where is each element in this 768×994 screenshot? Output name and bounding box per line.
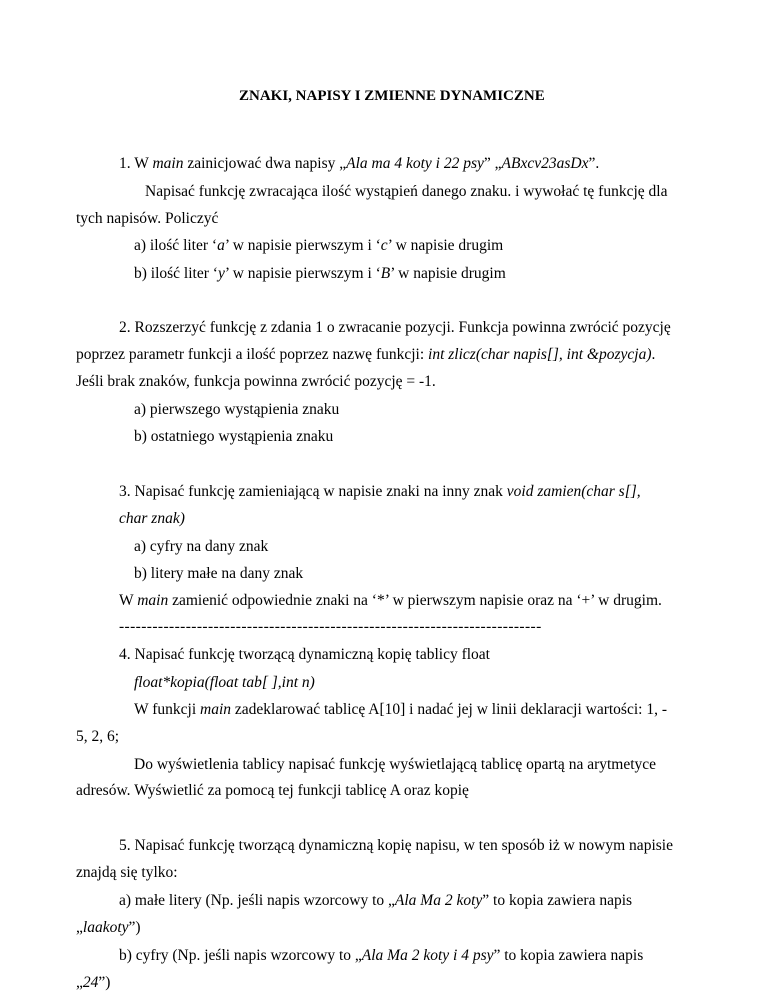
task4-line4: 5, 2, 6; <box>76 728 120 746</box>
task2-line1: 2. Rozszerzyć funkcję z zdania 1 o zwracanie pozycji. Funkcja powinna zwrócić pozycję <box>119 319 671 337</box>
task4-line5: Do wyświetlenia tablicy napisać funkcję wyświetlającą tablicę opartą na arytmetyce <box>134 755 657 773</box>
task3-line5: W main zamienić odpowiednie znaki na ‘*’ w pierwszym napisie oraz na ‘+’ w drugim. <box>119 591 662 609</box>
task5-line1: 5. Napisać funkcję tworzącą dynamiczną kopię napisu, w ten sposób iż w nowym napisie <box>119 837 673 854</box>
task2-item-b: b) ostatniego wystąpienia znaku <box>134 428 334 445</box>
task5-item-a: a) małe litery (Np. jeśli napis wzorcowy to „Ala Ma 2 koty” to kopia zawiera napis <box>119 891 633 909</box>
task5-item-a-cont: „laakoty”) <box>76 919 141 937</box>
task3-line2: char znak) <box>119 510 185 528</box>
task1-line1: 1. W main zainicjować dwa napisy „Ala ma 4 koty i 22 psy” „ABxcv23asDx”. <box>119 155 600 173</box>
task5-item-b-cont: „24”) <box>76 974 111 991</box>
task1-line2: Napisać funkcję zwracająca ilość wystąpień danego znaku. i wywołać tę funkcję dla <box>145 183 668 201</box>
task3-item-a: a) cyfry na dany znak <box>134 537 269 555</box>
page-title: ZNAKI, NAPISY I ZMIENNE DYNAMICZNE <box>239 88 545 104</box>
task4-line2: float*kopia(float tab[ ],int n) <box>134 673 315 691</box>
task4-line6: adresów. Wyświetlić za pomocą tej funkcji tablicę A oraz kopię <box>76 782 469 800</box>
separator-line: ---------------------------------------------------------------------------- <box>119 617 542 635</box>
task1-line3: tych napisów. Policzyć <box>76 209 219 227</box>
task2-item-a: a) pierwszego wystąpienia znaku <box>134 400 340 418</box>
task5-item-b: b) cyfry (Np. jeśli napis wzorcowy to „Ala Ma 2 koty i 4 psy” to kopia zawiera napis <box>119 946 644 964</box>
task3-item-b: b) litery małe na dany znak <box>134 565 304 582</box>
task2-line3: Jeśli brak znaków, funkcja powinna zwrócić pozycję = -1. <box>76 373 436 391</box>
task3-line1: 3. Napisać funkcję zamieniającą w napisie znaki na inny znak void zamien(char s[], <box>119 482 641 500</box>
task1-item-b: b) ilość liter ‘y’ w napisie pierwszym i ‘B’ w napisie drugim <box>134 264 506 282</box>
task4-line1: 4. Napisać funkcję tworzącą dynamiczną kopię tablicy float <box>119 646 490 664</box>
task4-line3: W funkcji main zadeklarować tablicę A[10] i nadać jej w linii deklaracji wartości: 1, - <box>134 701 667 718</box>
task2-line2: poprzez parametr funkcji a ilość poprzez nazwę funkcji: int zlicz(char napis[], int &pozycja). <box>76 345 656 363</box>
task5-line2: znajdą się tylko: <box>76 864 178 882</box>
task1-item-a: a) ilość liter ‘a’ w napisie pierwszym i ‘c’ w napisie drugim <box>134 237 504 255</box>
